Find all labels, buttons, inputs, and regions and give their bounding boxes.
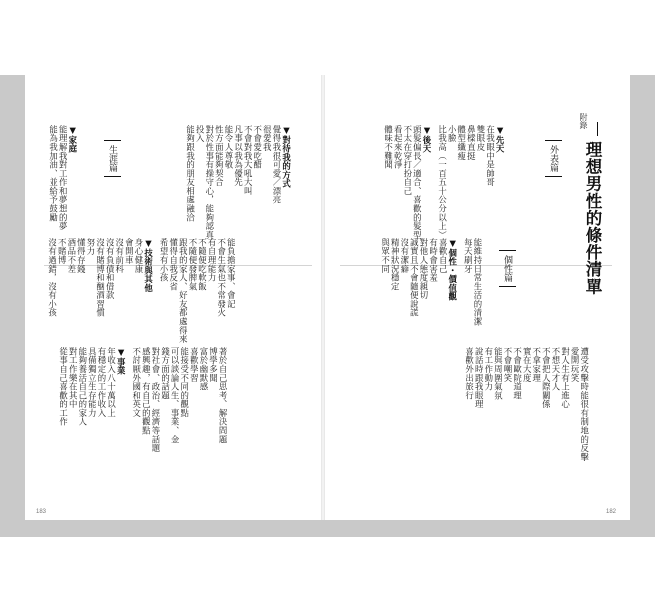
list-item: 對於性事有操守心，能夠認真	[204, 125, 215, 240]
list-item: 對人生有上進心	[560, 347, 571, 409]
list-item: 感興趣，有自己的觀點	[141, 347, 152, 435]
list-subheading: ▼後天	[421, 125, 432, 153]
section-looks-heading: 外表篇	[545, 140, 562, 177]
list-item: 體味不難聞	[383, 125, 394, 169]
list-subheading: ▼對待我的方式	[281, 125, 292, 189]
list-item: 誠實且不會隨便說謊	[409, 238, 420, 318]
list-item: 鼻樑直挺	[466, 125, 477, 161]
section-personality-heading: 個性篇	[499, 250, 516, 287]
list-item: 愛開玩笑	[570, 347, 581, 383]
list-item: 雙眼皮	[475, 125, 486, 152]
list-item: 有穩定的工作收入	[96, 347, 107, 418]
list-item: 與眾不同	[380, 238, 391, 274]
list-item: 實在大度	[522, 347, 533, 383]
family-list	[48, 125, 77, 265]
list-item: 不會愛吃醋	[252, 125, 263, 169]
list-item: 不討厭外國和英文	[131, 347, 142, 418]
section-career-heading: 生涯篇	[104, 140, 121, 177]
list-item: 跟我的家人、好友都處得來	[178, 238, 189, 344]
list-item: 具備獨立生存能力	[87, 347, 98, 418]
personality-list-b	[464, 347, 589, 487]
list-item: 不賭博	[57, 238, 68, 265]
list-item: 體型纖瘦	[456, 125, 467, 161]
list-item: 不會歐院道理	[512, 347, 523, 400]
list-item: 喜歡外出旅行	[464, 347, 475, 400]
title-accent	[597, 122, 598, 136]
list-subheading: ▼先天	[495, 125, 506, 153]
list-item: 不隨便吃軟飯	[197, 238, 208, 291]
list-item: 著於自己思考、解決問題	[218, 347, 229, 444]
list-item: 沒有賭博和酗酒習慣	[95, 238, 106, 318]
list-item: 很愛我	[262, 125, 273, 152]
list-item: 喜歡學習	[189, 347, 200, 383]
list-item: 覺得我很可愛／漂亮	[271, 125, 282, 205]
list-item: 能接受不同的觀點	[179, 347, 190, 418]
list-item: 有工作動力	[483, 347, 494, 391]
list-item: 對他人態度親切	[418, 238, 429, 300]
list-item: 能理解我對工作和夢想的夢	[58, 125, 69, 231]
list-item: 不會對我大吼大叫	[243, 125, 254, 196]
list-item: 會開車	[124, 238, 135, 265]
list-item: 比我高（一百五十公分以上）	[437, 125, 448, 240]
list-item: 頭髮偏長／適合、喜歡的髮型	[412, 125, 423, 240]
list-item: 可以談論人生、事業、金	[170, 347, 181, 444]
list-item: 不想天才人	[550, 347, 561, 391]
list-item: 年收入八十萬以上	[106, 347, 117, 418]
list-item: 富於幽默感	[198, 347, 209, 391]
list-item: 有時會害羞	[428, 238, 439, 282]
list-item: 能夠跟我的朋友相處融洽	[185, 125, 196, 222]
list-item: 不拿家理	[531, 347, 542, 383]
list-item: 沒有潔癖	[399, 238, 410, 274]
list-item: 能負擔家事、會記	[226, 238, 237, 309]
list-item: 說話時跟我眼理	[474, 347, 485, 409]
list-item: 酒品不差	[66, 238, 77, 274]
list-item: 每天刷牙	[463, 238, 474, 274]
list-item: 不太在穿打扮自己	[402, 125, 413, 196]
appendix-label: 附錄	[579, 113, 588, 129]
list-item: 懂得存錢	[76, 238, 87, 274]
list-item: 努力	[85, 238, 96, 256]
treatment-list	[185, 125, 291, 265]
list-subheading: ▼技術與其他	[143, 238, 154, 293]
list-item: 精神狀況穩定	[390, 238, 401, 291]
list-item: 投入	[195, 125, 206, 143]
list-item: 沒有過錯，沒有小孩	[47, 238, 58, 318]
list-item: 能與周圍氣氛	[493, 347, 504, 400]
list-item: 沒有前科	[114, 238, 125, 274]
page-title: 理想男性的條件清單	[583, 141, 602, 295]
list-item: 能夠養活自己的家人	[77, 347, 88, 427]
list-subheading: ▼家庭	[67, 125, 78, 153]
list-item: 性方面能夠契合	[214, 125, 225, 187]
list-item: 不隨便發脾氣	[187, 238, 198, 291]
list-item: 對工作樂在其中	[68, 347, 79, 409]
page-number-right: 182	[606, 509, 617, 515]
list-item: 有自理能力	[207, 238, 218, 282]
book-gutter	[321, 75, 325, 520]
list-item: 錢方面的話題	[160, 347, 171, 400]
list-item: 博學多聞	[208, 347, 219, 383]
list-item: 看起來乾淨	[393, 125, 404, 169]
list-item: 在我眼中是帥哥	[485, 125, 496, 187]
list-item: 能維持日常生活的清潔	[472, 238, 483, 326]
list-item: 懂得自我反省	[168, 238, 179, 291]
page-number-left: 183	[36, 509, 47, 515]
list-item: 不會把人際關係	[541, 347, 552, 409]
list-item: 沒有負債和借款	[105, 238, 116, 300]
list-item: 遭受攻擊時能很有制地的反擊	[579, 347, 590, 462]
list-item: 希望有小孩	[159, 238, 170, 282]
list-item: 從事自己喜歡的工作	[58, 347, 69, 427]
list-item: 對社會、政治、經濟等話題	[150, 347, 161, 453]
list-item: 喜歡自己	[438, 238, 449, 274]
list-item: 不會生氣也不常發火	[216, 238, 227, 318]
list-item: 不會嘲笑	[502, 347, 513, 383]
list-item: 能令人尊敬	[223, 125, 234, 169]
list-item: 凡事以我為優先	[233, 125, 244, 187]
list-item: 能為我加油、並給予鼓勵	[48, 125, 59, 222]
list-subheading: ▼個性・價值觀	[447, 238, 458, 302]
list-item: 小臉	[447, 125, 458, 143]
list-item: 身心健康	[133, 238, 144, 274]
list-subheading: ▼事業	[116, 347, 127, 375]
